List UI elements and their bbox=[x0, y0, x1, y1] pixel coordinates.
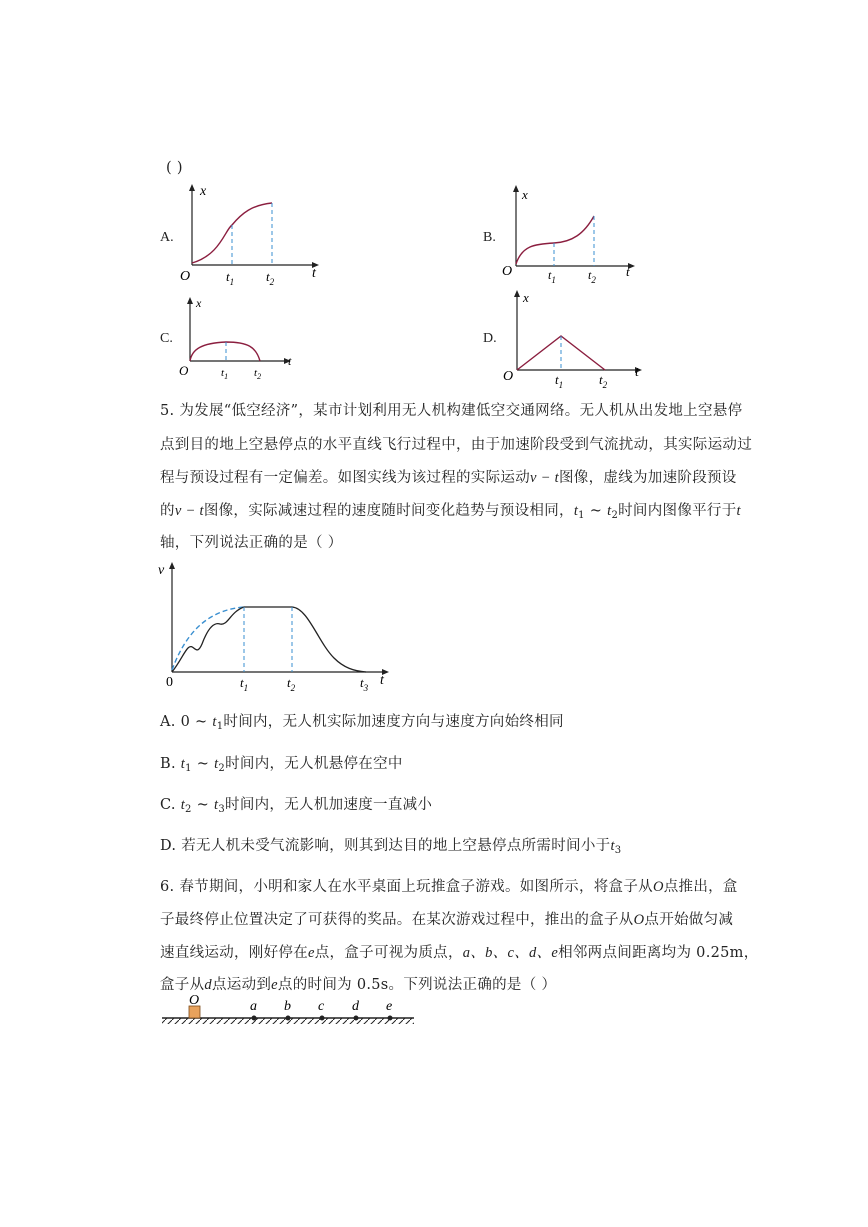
svg-text:x: x bbox=[196, 296, 202, 310]
origin-label: 0 bbox=[166, 675, 173, 690]
t1-label: t bbox=[226, 269, 230, 284]
point-c-label: c bbox=[318, 999, 325, 1014]
point-d-label: d bbox=[352, 999, 359, 1014]
q6-stem-line-2: 子最终停止位置决定了可获得的奖品。在某次游戏过程中，推出的盒子从O点开始做匀减 bbox=[160, 912, 734, 928]
svg-text:O: O bbox=[503, 369, 514, 384]
q4-option-a-label[interactable]: A. bbox=[160, 230, 174, 245]
svg-text:t1: $t_1$ bbox=[240, 675, 249, 693]
q4-option-d-label[interactable]: D. bbox=[483, 331, 497, 346]
svg-text:t2: $t_2$ bbox=[266, 269, 275, 287]
q4-option-c-label[interactable]: C. bbox=[160, 331, 173, 346]
q4-option-d-graph bbox=[503, 290, 653, 390]
q4-option-c-graph bbox=[178, 296, 298, 381]
axis-t-label: t bbox=[312, 266, 316, 281]
t-axis-label: t bbox=[380, 673, 384, 688]
q4-option-b-graph bbox=[502, 186, 644, 285]
svg-text:t2: $t_2$ bbox=[254, 367, 262, 381]
svg-text:x: x bbox=[522, 187, 528, 202]
point-O-label: O bbox=[189, 993, 200, 1008]
svg-text:t2: $t_2$ bbox=[599, 372, 608, 390]
q4-option-b-label[interactable]: B. bbox=[483, 230, 496, 245]
actual-curve bbox=[172, 607, 366, 672]
svg-text:t: t bbox=[288, 354, 292, 368]
t2-label: t bbox=[266, 269, 270, 284]
svg-text:t: t bbox=[626, 264, 630, 279]
svg-text:t: t bbox=[635, 365, 639, 380]
q5-vt-graph bbox=[158, 562, 398, 692]
q6-stem-line-3: 速直线运动，刚好停在e点，盒子可视为质点，a、b、c、d、e相邻两点间距离均为 0.25m， bbox=[160, 945, 759, 961]
svg-text:t1: $t_1$ bbox=[548, 268, 556, 285]
svg-text:x: x bbox=[523, 290, 529, 305]
v-axis-label: v bbox=[158, 563, 165, 578]
q5-option-a[interactable]: A. 0 ~ $t_1$时间内，无人机实际加速度方向与速度方向始终相同 bbox=[160, 714, 564, 732]
svg-text:t1: $t_1$ bbox=[555, 372, 564, 390]
q5-stem-line-3: 程与预设过程有一定偏差。如图实线为该过程的实际运动v − t图像，虚线为加速阶段预设 bbox=[160, 470, 737, 486]
q5-stem-line-4: 的v − t图像，实际减速过程的速度随时间变化趋势与预设相同，$t_1$ ~ $t_2$时间内图像平行于t bbox=[160, 503, 741, 521]
point-e-label: e bbox=[386, 999, 393, 1014]
svg-text:t1: $t_1$ bbox=[226, 269, 235, 287]
q5-stem-line-5: 轴，下列说法正确的是（ ） bbox=[160, 535, 343, 551]
svg-text:O: O bbox=[179, 363, 189, 378]
q5-option-d[interactable]: D. 若无人机未受气流影响，则其到达目的地上空悬停点所需时间小于$t_3$ bbox=[160, 838, 622, 856]
top-paren: ( ) bbox=[166, 160, 183, 176]
svg-text:t3: $t_3$ bbox=[360, 675, 369, 693]
origin-label: O bbox=[180, 269, 191, 284]
q6-stem-line-4: 盒子从d点运动到e点的时间为 0.5s。下列说法正确的是（ ） bbox=[160, 977, 557, 993]
point-b-label: b bbox=[284, 999, 291, 1014]
q5-stem-line-2: 点到目的地上空悬停点的水平直线飞行过程中，由于加速阶段受到气流扰动，其实际运动过 bbox=[160, 437, 752, 453]
q6-stem-line-1: 6. 春节期间，小明和家人在水平桌面上玩推盒子游戏。如图所示，将盒子从O点推出，盒 bbox=[160, 879, 738, 895]
svg-text:t2: $t_2$ bbox=[287, 675, 296, 693]
q5-option-c[interactable]: C. $t_2$ ~ $t_3$时间内，无人机加速度一直减小 bbox=[160, 797, 433, 815]
axis-x-label: x bbox=[200, 184, 207, 199]
svg-text:t1: $t_1$ bbox=[221, 367, 229, 381]
svg-text:O: O bbox=[502, 264, 513, 279]
q4-option-a-graph bbox=[180, 184, 320, 287]
point-a-label: a bbox=[250, 999, 257, 1014]
q5-option-b[interactable]: B. $t_1$ ~ $t_2$时间内，无人机悬停在空中 bbox=[160, 756, 403, 774]
q5-stem-line-1: 5. 为发展“低空经济”，某市计划利用无人机构建低空交通网络。无人机从出发地上空悬停 bbox=[160, 403, 743, 419]
svg-text:t2: $t_2$ bbox=[588, 268, 596, 285]
q6-table-figure bbox=[158, 992, 428, 1032]
